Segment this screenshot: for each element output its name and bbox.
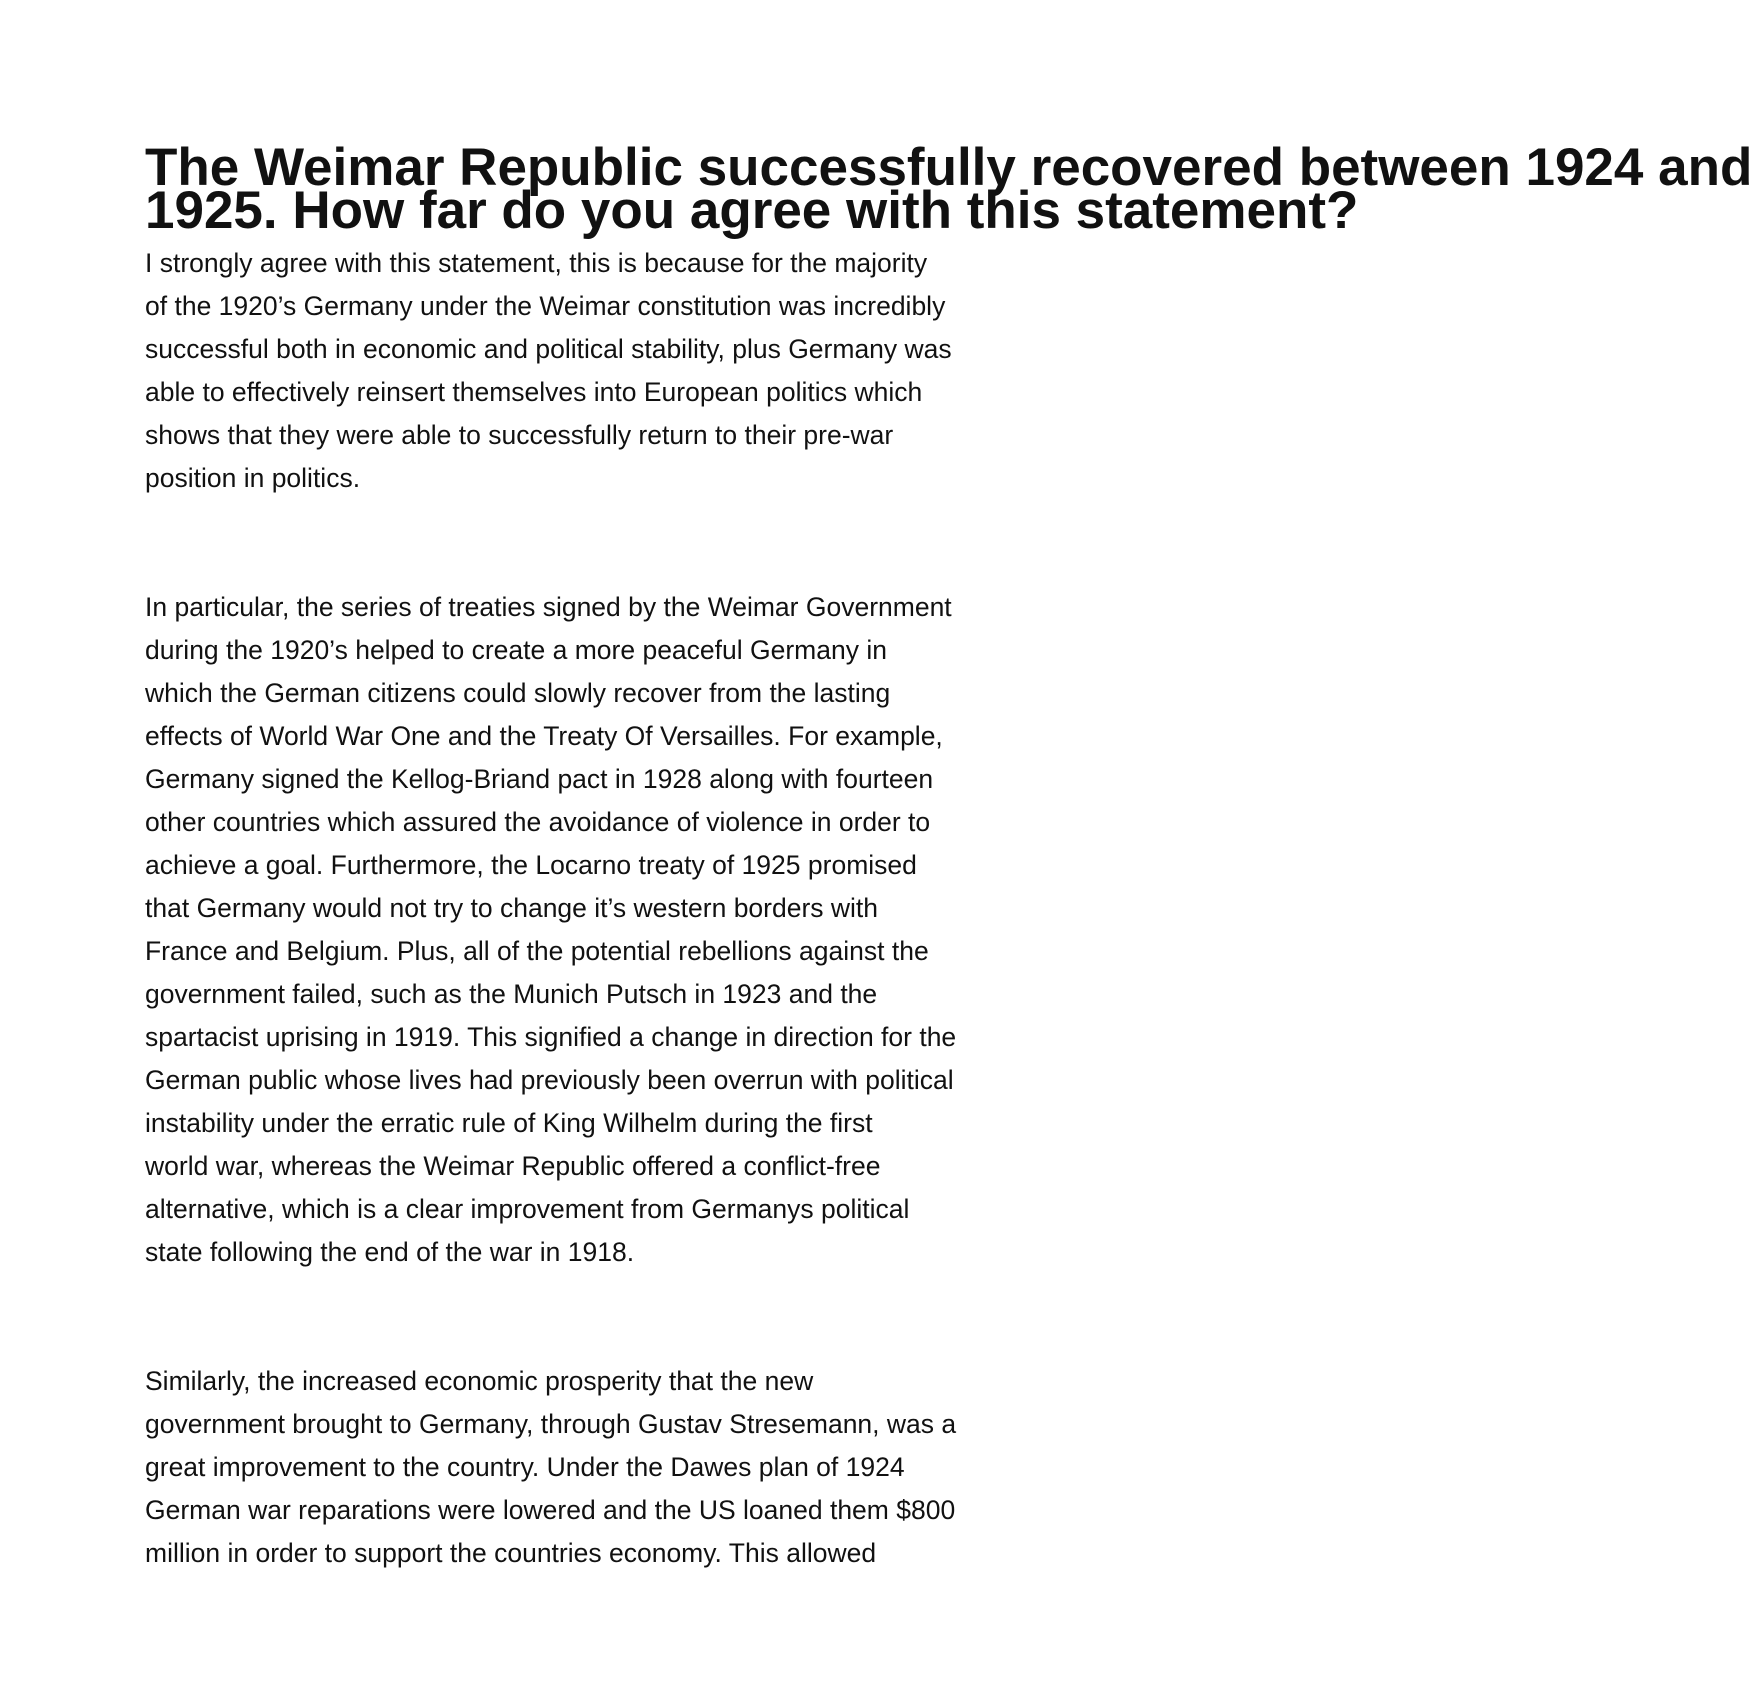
- essay-question-heading: [145, 138, 1752, 240]
- text-line: million in order to support the countries economy. This allowed: [145, 1538, 877, 1568]
- text-line: Germany signed the Kellog-Briand pact in 1928 along with fourteen: [145, 764, 934, 794]
- text-line: France and Belgium. Plus, all of the potential rebellions against the: [145, 936, 929, 966]
- text-line: government failed, such as the Munich Putsch in 1923 and the: [145, 979, 878, 1009]
- text-line: state following the end of the war in 1918.: [145, 1237, 635, 1267]
- text-line: instability under the erratic rule of King Wilhelm during the first: [145, 1108, 873, 1138]
- text-line: world war, whereas the Weimar Republic offered a conflict-free: [145, 1151, 881, 1181]
- text-line: In particular, the series of treaties signed by the Weimar Government: [145, 592, 952, 622]
- heading-line: The Weimar Republic successfully recovered between 1924 and: [145, 138, 1752, 197]
- paragraph-treaties: [145, 586, 1065, 1274]
- paragraph-economy: [145, 1360, 1065, 1575]
- text-line: alternative, which is a clear improvement from Germanys political: [145, 1194, 910, 1224]
- text-line: other countries which assured the avoidance of violence in order to: [145, 807, 931, 837]
- text-line: that Germany would not try to change it’s western borders with: [145, 893, 879, 923]
- text-line: shows that they were able to successfully return to their pre-war: [145, 420, 894, 450]
- text-line: German public whose lives had previously been overrun with political: [145, 1065, 954, 1095]
- heading-line: 1925. How far do you agree with this statement?: [145, 181, 1359, 240]
- text-line: of the 1920’s Germany under the Weimar constitution was incredibly: [145, 291, 946, 321]
- text-line: successful both in economic and political stability, plus Germany was: [145, 334, 952, 364]
- text-line: spartacist uprising in 1919. This signified a change in direction for the: [145, 1022, 957, 1052]
- text-line: achieve a goal. Furthermore, the Locarno treaty of 1925 promised: [145, 850, 917, 880]
- text-line: great improvement to the country. Under the Dawes plan of 1924: [145, 1452, 905, 1482]
- text-line: I strongly agree with this statement, this is because for the majority: [145, 248, 928, 278]
- text-line: which the German citizens could slowly recover from the lasting: [145, 678, 891, 708]
- text-line: Similarly, the increased economic prosperity that the new: [145, 1366, 814, 1396]
- text-line: German war reparations were lowered and the US loaned them $800: [145, 1495, 956, 1525]
- text-line: position in politics.: [145, 463, 361, 493]
- document-body: [145, 138, 1752, 1575]
- text-line: government brought to Germany, through Gustav Stresemann, was a: [145, 1409, 957, 1439]
- paragraph-introduction: [145, 242, 1065, 500]
- text-line: effects of World War One and the Treaty Of Versailles. For example,: [145, 721, 943, 751]
- text-line: able to effectively reinsert themselves into European politics which: [145, 377, 923, 407]
- text-line: during the 1920’s helped to create a more peaceful Germany in: [145, 635, 887, 665]
